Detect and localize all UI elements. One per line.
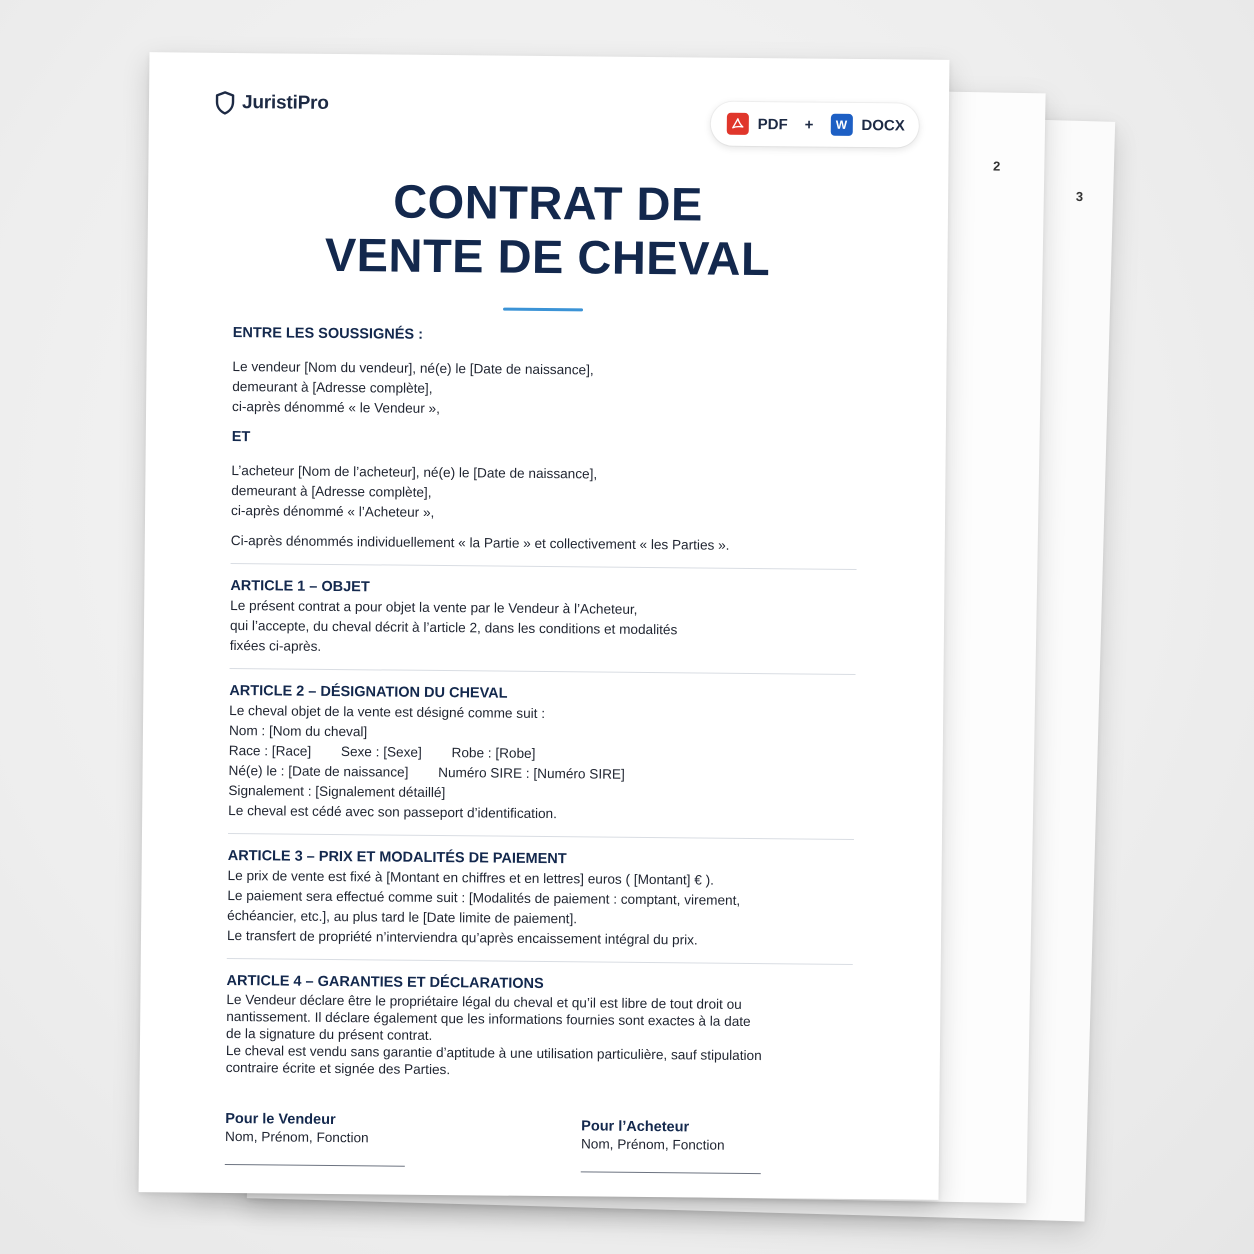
format-badge — [711, 102, 920, 148]
et-separator: ET — [231, 428, 251, 446]
seller-signature-line — [225, 1164, 405, 1167]
article-3-line-3: échéancier, etc.], au plus tard le [Date limite de paiement]. — [227, 907, 578, 927]
buyer-signature-block — [581, 1118, 762, 1174]
horse-signalement: Signalement : [Signalement détaillé] — [228, 782, 446, 801]
horse-race: Race : [Race] — [228, 742, 312, 759]
article-4-line-5: contraire écrite et signée des Parties. — [225, 1059, 451, 1078]
divider — [228, 833, 854, 840]
divider — [230, 668, 856, 675]
seller-line-2: demeurant à [Adresse complète], — [232, 378, 433, 396]
article-2-heading: ARTICLE 2 – DÉSIGNATION DU CHEVAL — [229, 682, 508, 702]
seller-line-3: ci-après dénommé « le Vendeur », — [232, 398, 440, 416]
plus-sign: + — [804, 115, 814, 134]
buyer-line-2: demeurant à [Adresse complète], — [231, 482, 432, 500]
seller-line-1: Le vendeur [Nom du vendeur], né(e) le [Date de naissance], — [232, 358, 594, 378]
shield-icon — [215, 91, 235, 115]
page-number-2: 2 — [992, 158, 1001, 174]
contract-body — [226, 323, 863, 1082]
article-1-heading: ARTICLE 1 – OBJET — [230, 577, 370, 596]
horse-sire: Numéro SIRE : [Numéro SIRE] — [438, 764, 625, 782]
article-2-intro: Le cheval objet de la vente est désigné comme suit : — [229, 702, 546, 722]
article-1-line-3: fixées ci-après. — [229, 637, 322, 654]
article-4-heading: ARTICLE 4 – GARANTIES ET DÉCLARATIONS — [226, 972, 544, 993]
document-title — [147, 172, 948, 288]
horse-passport: Le cheval est cédé avec son passeport d’identification. — [228, 802, 558, 822]
buyer-signature-heading: Pour l’Acheteur — [581, 1118, 690, 1136]
buyer-line-3: ci-après dénommé « l’Acheteur », — [231, 502, 435, 520]
article-3-heading: ARTICLE 3 – PRIX ET MODALITÉS DE PAIEMENT — [227, 847, 567, 868]
parties-collective: Ci-après dénommés individuellement « la Partie » et collectivement « les Parties ». — [230, 532, 730, 553]
horse-birth: Né(e) le : [Date de naissance] — [228, 762, 409, 780]
article-3-line-4: Le transfert de propriété n’interviendra qu’après encaissement intégral du prix. — [226, 927, 698, 948]
divider — [231, 563, 857, 570]
buyer-signature-sub: Nom, Prénom, Fonction — [580, 1136, 725, 1153]
seller-signature-heading: Pour le Vendeur — [225, 1110, 336, 1129]
article-3-line-2: Le paiement sera effectué comme suit : [Modalités de paiement : comptant, virement, — [227, 887, 741, 908]
title-line-1: CONTRAT DE — [393, 174, 704, 231]
page-number-3: 3 — [1075, 188, 1084, 205]
pdf-label: PDF — [757, 115, 788, 133]
article-1-line-1: Le présent contrat a pour objet la vente par le Vendeur à l’Acheteur, — [230, 597, 638, 617]
parties-heading: ENTRE LES SOUSSIGNÉS : — [232, 324, 424, 343]
docx-label: DOCX — [861, 116, 905, 134]
brand-name: JuristiPro — [241, 92, 329, 114]
seller-signature-block — [225, 1111, 406, 1167]
article-3-line-1: Le prix de vente est fixé à [Montant en chiffres et en lettres] euros ( [Montant] € ). — [227, 867, 714, 888]
horse-name: Nom : [Nom du cheval] — [228, 722, 368, 740]
title-line-2: VENTE DE CHEVAL — [324, 227, 771, 286]
horse-sex: Sexe : [Sexe] — [340, 744, 422, 760]
seller-signature-sub: Nom, Prénom, Fonction — [225, 1128, 369, 1146]
article-4-line-1: Le Vendeur déclare être le propriétaire légal du cheval et qu’il est libre de tout droit ou — [226, 991, 742, 1012]
horse-coat: Robe : [Robe] — [451, 745, 536, 761]
buyer-signature-line — [581, 1171, 761, 1174]
page-1-sheet — [139, 52, 950, 1200]
word-icon: W — [830, 114, 852, 136]
brand-logo — [215, 91, 329, 116]
title-underline — [503, 308, 583, 312]
article-4-line-2: nantissement. Il déclare également que les informations fournies sont exactes à la date — [226, 1008, 751, 1030]
article-4-line-4: Le cheval est vendu sans garantie d’aptitude à une utilisation particulière, sauf stipulation — [225, 1042, 762, 1064]
pdf-icon — [727, 113, 749, 135]
article-4-line-3: de la signature du présent contrat. — [226, 1025, 433, 1043]
divider — [227, 958, 853, 965]
article-1-line-2: qui l’accepte, du cheval décrit à l’article 2, dans les conditions et modalités — [229, 617, 678, 638]
buyer-line-1: L’acheteur [Nom de l’acheteur], né(e) le [Date de naissance], — [231, 462, 598, 482]
